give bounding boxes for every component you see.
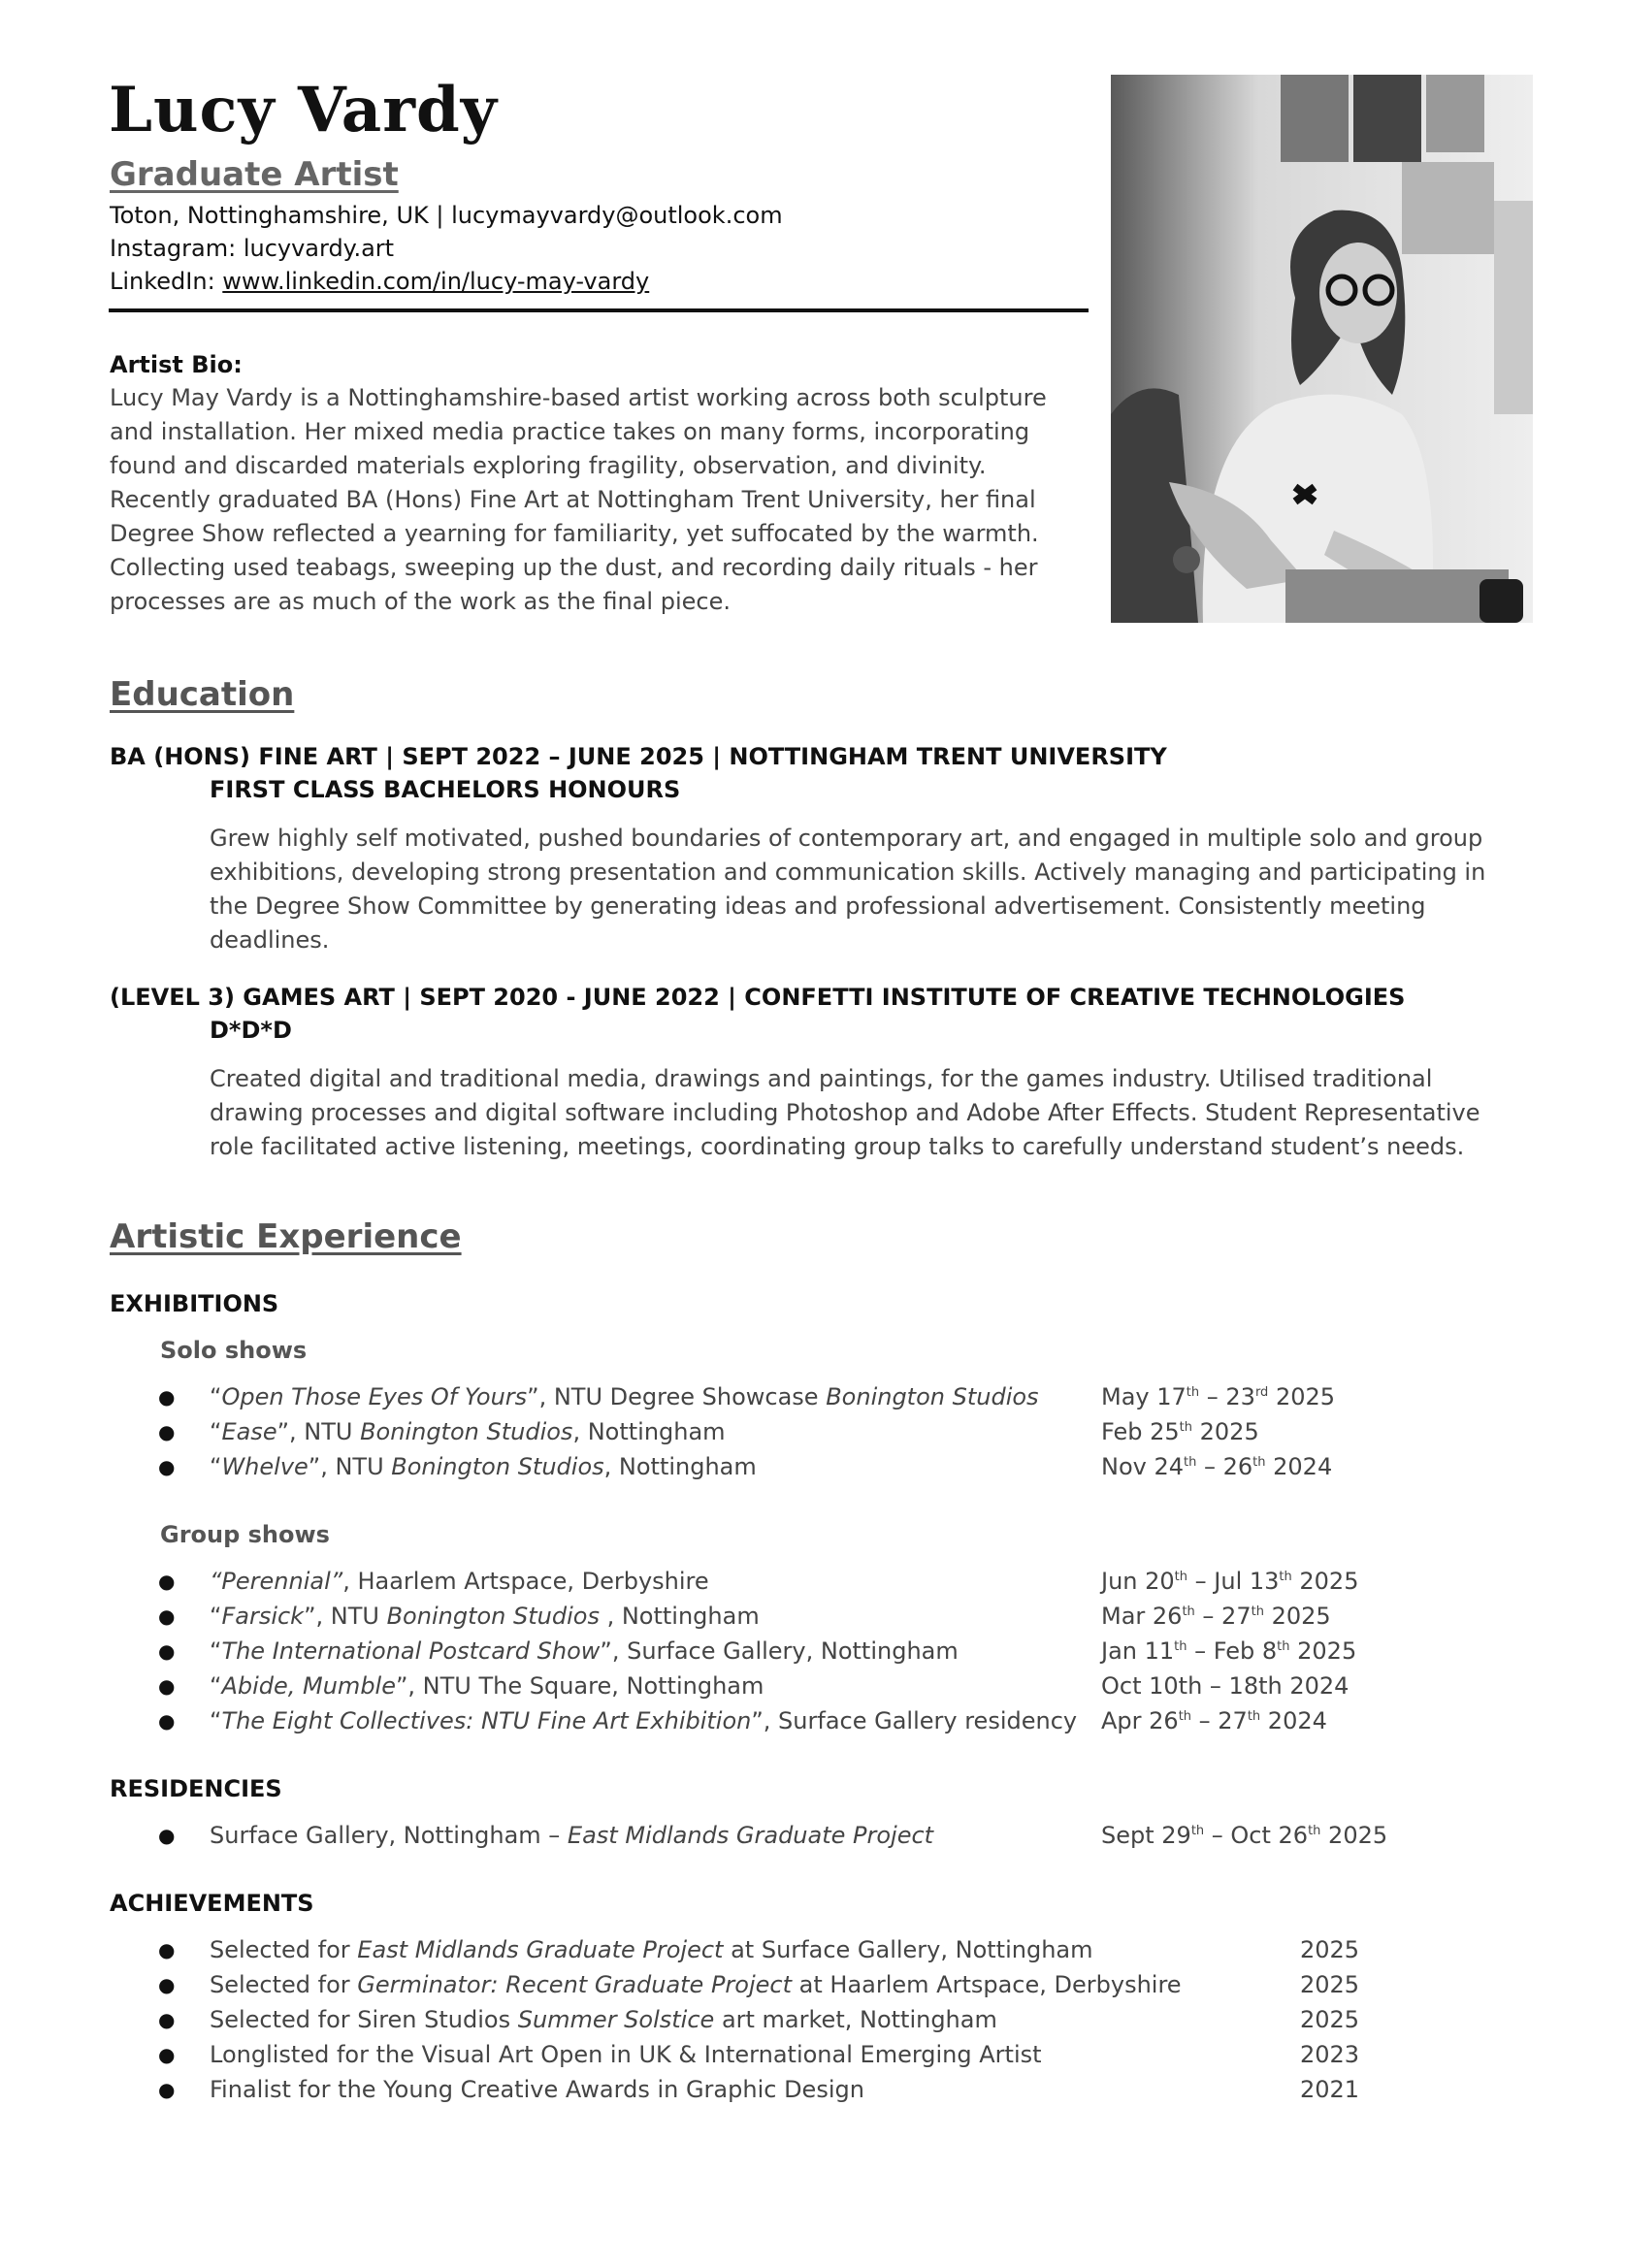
residency-date: Sept 29th – Oct 26th 2025	[1101, 1822, 1388, 1849]
bullet-icon: ●	[158, 1604, 176, 1628]
bio-label: Artist Bio:	[110, 351, 243, 378]
bullet-icon: ●	[158, 1570, 176, 1593]
achievement-date: 2021	[1300, 2076, 1360, 2103]
group-show-date: Oct 10th – 18th 2024	[1101, 1672, 1350, 1700]
bullet-icon: ●	[158, 1824, 176, 1847]
group-show-text: “The Eight Collectives: NTU Fine Art Exhibition”, Surface Gallery residency	[210, 1707, 1078, 1734]
education-award: D*D*D	[210, 1017, 292, 1044]
bio-line: found and discarded materials exploring fragility, observation, and divinity.	[110, 452, 987, 479]
group-show-text: “Perennial”, Haarlem Artspace, Derbyshire	[210, 1568, 709, 1595]
solo-show-text: “Open Those Eyes Of Yours”, NTU Degree Showcase Bonington Studios	[210, 1383, 1039, 1410]
residency-text: Surface Gallery, Nottingham – East Midlands Graduate Project	[210, 1822, 934, 1849]
achievement-date: 2025	[1300, 1936, 1360, 1963]
education-desc-line: the Degree Show Committee by generating ideas and professional advertisement. Consistently meeting	[210, 892, 1426, 920]
achievement-date: 2025	[1300, 1971, 1360, 1998]
bullet-icon: ●	[158, 2078, 176, 2101]
artist-photo	[1111, 75, 1533, 623]
achievement-date: 2025	[1300, 2006, 1360, 2033]
linkedin-link[interactable]: www.linkedin.com/in/lucy-may-vardy	[222, 268, 650, 295]
bullet-icon: ●	[158, 1674, 176, 1698]
education-desc-line: Grew highly self motivated, pushed boundaries of contemporary art, and engaged in multiple solo and group	[210, 825, 1483, 852]
education-heading: Education	[110, 675, 295, 714]
bullet-icon: ●	[158, 1709, 176, 1733]
solo-show-text: “Whelve”, NTU Bonington Studios, Nottingham	[210, 1453, 757, 1480]
solo-shows-label: Solo shows	[160, 1337, 308, 1364]
exhibitions-label: EXHIBITIONS	[110, 1290, 279, 1317]
bullet-icon: ●	[158, 2008, 176, 2031]
achievement-text: Finalist for the Young Creative Awards in Graphic Design	[210, 2076, 864, 2103]
education-desc-line: deadlines.	[210, 926, 330, 954]
bullet-icon: ●	[158, 2043, 176, 2066]
education-title: (LEVEL 3) GAMES ART | SEPT 2020 - JUNE 2022 | CONFETTI INSTITUTE OF CREATIVE TECHNOLOGIES	[110, 984, 1406, 1011]
group-show-date: Jun 20th – Jul 13th 2025	[1101, 1568, 1359, 1595]
group-show-text: “The International Postcard Show”, Surface Gallery, Nottingham	[210, 1637, 959, 1665]
achievement-text: Selected for Siren Studios Summer Solstice art market, Nottingham	[210, 2006, 997, 2033]
linkedin-line	[110, 268, 649, 295]
achievement-text: Longlisted for the Visual Art Open in UK & International Emerging Artist	[210, 2041, 1042, 2068]
bio-line: Degree Show reflected a yearning for familiarity, yet suffocated by the warmth.	[110, 520, 1039, 547]
instagram-handle: Instagram: lucyvardy.art	[110, 235, 395, 262]
education-desc-line: Created digital and traditional media, drawings and paintings, for the games industry. Utilised traditional	[210, 1065, 1433, 1092]
location-email: Toton, Nottinghamshire, UK | lucymayvardy@outlook.com	[110, 202, 783, 229]
group-show-date: Jan 11th – Feb 8th 2025	[1101, 1637, 1357, 1665]
artist-name: Lucy Vardy	[109, 74, 498, 146]
bullet-icon: ●	[158, 1938, 176, 1961]
group-shows-label: Group shows	[160, 1521, 330, 1548]
achievement-date: 2023	[1300, 2041, 1360, 2068]
bullet-icon: ●	[158, 1455, 176, 1478]
bio-line: Collecting used teabags, sweeping up the dust, and recording daily rituals - her	[110, 554, 1038, 581]
bullet-icon: ●	[158, 1639, 176, 1663]
header-divider	[109, 308, 1089, 312]
linkedin-label: LinkedIn:	[110, 268, 223, 295]
bullet-icon: ●	[158, 1420, 176, 1443]
group-show-date: Mar 26th – 27th 2025	[1101, 1603, 1331, 1630]
bullet-icon: ●	[158, 1973, 176, 1996]
bio-line: Lucy May Vardy is a Nottinghamshire-based artist working across both sculpture	[110, 384, 1047, 411]
bio-line: Recently graduated BA (Hons) Fine Art at Nottingham Trent University, her final	[110, 486, 1036, 513]
bio-line: processes are as much of the work as the final piece.	[110, 588, 731, 615]
achievements-label: ACHIEVEMENTS	[110, 1890, 314, 1917]
solo-show-date: Feb 25th 2025	[1101, 1418, 1259, 1445]
residencies-label: RESIDENCIES	[110, 1775, 282, 1802]
achievement-text: Selected for Germinator: Recent Graduate Project at Haarlem Artspace, Derbyshire	[210, 1971, 1182, 1998]
solo-show-date: May 17th – 23rd 2025	[1101, 1383, 1336, 1410]
education-desc-line: exhibitions, developing strong presentation and communication skills. Actively managing and participating in	[210, 859, 1486, 886]
job-title: Graduate Artist	[110, 155, 399, 194]
solo-show-date: Nov 24th – 26th 2024	[1101, 1453, 1333, 1480]
solo-show-text: “Ease”, NTU Bonington Studios, Nottingham	[210, 1418, 726, 1445]
education-desc-line: drawing processes and digital software including Photoshop and Adobe After Effects. Student Representative	[210, 1099, 1480, 1126]
group-show-text: “Abide, Mumble”, NTU The Square, Nottingham	[210, 1672, 764, 1700]
group-show-date: Apr 26th – 27th 2024	[1101, 1707, 1327, 1734]
group-show-text: “Farsick”, NTU Bonington Studios , Nottingham	[210, 1603, 760, 1630]
education-award: FIRST CLASS BACHELORS HONOURS	[210, 776, 681, 803]
education-title: BA (HONS) FINE ART | SEPT 2022 – JUNE 2025 | NOTTINGHAM TRENT UNIVERSITY	[110, 743, 1167, 770]
achievement-text: Selected for East Midlands Graduate Project at Surface Gallery, Nottingham	[210, 1936, 1093, 1963]
bullet-icon: ●	[158, 1385, 176, 1409]
education-desc-line: role facilitated active listening, meetings, coordinating group talks to carefully understand student’s needs.	[210, 1133, 1465, 1160]
experience-heading: Artistic Experience	[110, 1217, 462, 1256]
bio-line: and installation. Her mixed media practice takes on many forms, incorporating	[110, 418, 1030, 445]
